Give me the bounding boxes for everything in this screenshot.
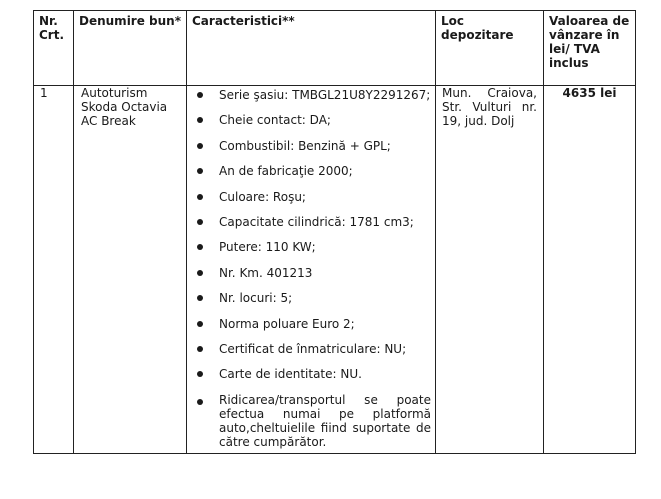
header-denumire-bun: Denumire bun* [74, 11, 187, 86]
bullet-icon [197, 92, 203, 98]
cell-loc-depozitare: Mun. Craiova, Str. Vulturi nr. 19, jud. Dolj [436, 86, 544, 454]
spec-item [191, 215, 431, 229]
spec-text: Combustibil: Benzină + GPL; [219, 138, 391, 153]
spec-item [191, 291, 431, 305]
spec-item [191, 393, 431, 449]
spec-item [191, 266, 431, 280]
spec-text: Ridicarea/transportul se poate efectua numai pe platformă auto,cheltuielile fiind suportate de către cumpărător. [219, 392, 431, 449]
spec-item [191, 342, 431, 356]
spec-text: Culoare: Roşu; [219, 189, 306, 204]
bullet-icon [197, 346, 203, 352]
specs-list [191, 88, 431, 449]
spec-item [191, 88, 431, 102]
spec-text: Serie şasiu: TMBGL21U8Y2291267; [219, 88, 431, 102]
spec-text: Carte de identitate: NU. [219, 367, 362, 382]
header-nr-crt: Nr. Crt. [34, 11, 74, 86]
spec-item [191, 113, 431, 127]
sale-table [33, 10, 636, 454]
spec-item [191, 367, 431, 381]
cell-caracteristici [187, 86, 436, 454]
bullet-icon [197, 295, 203, 301]
spec-item [191, 164, 431, 178]
spec-item [191, 139, 431, 153]
bullet-icon [197, 194, 203, 200]
header-valoare-vanzare: Valoarea de vânzare în lei/ TVA inclus [544, 11, 636, 86]
bullet-icon [197, 244, 203, 250]
bullet-icon [197, 168, 203, 174]
spec-text: Putere: 110 KW; [219, 240, 316, 255]
spec-text: Cheie contact: DA; [219, 113, 331, 128]
spec-text: Capacitate cilindrică: 1781 cm3; [219, 214, 414, 229]
bullet-icon [197, 219, 203, 225]
header-loc-depozitare: Loc depozitare [436, 11, 544, 86]
table-row [34, 86, 636, 454]
cell-denumire-bun: Autoturism Skoda Octavia AC Break [74, 86, 187, 454]
bullet-icon [197, 371, 203, 377]
spec-text: Nr. locuri: 5; [219, 291, 293, 306]
spec-text: Norma poluare Euro 2; [219, 316, 355, 331]
cell-valoare: 4635 lei [544, 86, 636, 454]
bullet-icon [197, 321, 203, 327]
spec-item [191, 317, 431, 331]
bullet-icon [197, 399, 203, 405]
bullet-icon [197, 143, 203, 149]
spec-text: Certificat de înmatriculare: NU; [219, 341, 407, 356]
spec-item [191, 240, 431, 254]
spec-text: Nr. Km. 401213 [219, 265, 313, 280]
cell-nr-crt: 1 [34, 86, 74, 454]
bullet-icon [197, 117, 203, 123]
header-caracteristici: Caracteristici** [187, 11, 436, 86]
bullet-icon [197, 270, 203, 276]
header-row [34, 11, 636, 86]
spec-text: An de fabricaţie 2000; [219, 164, 353, 179]
spec-item [191, 190, 431, 204]
